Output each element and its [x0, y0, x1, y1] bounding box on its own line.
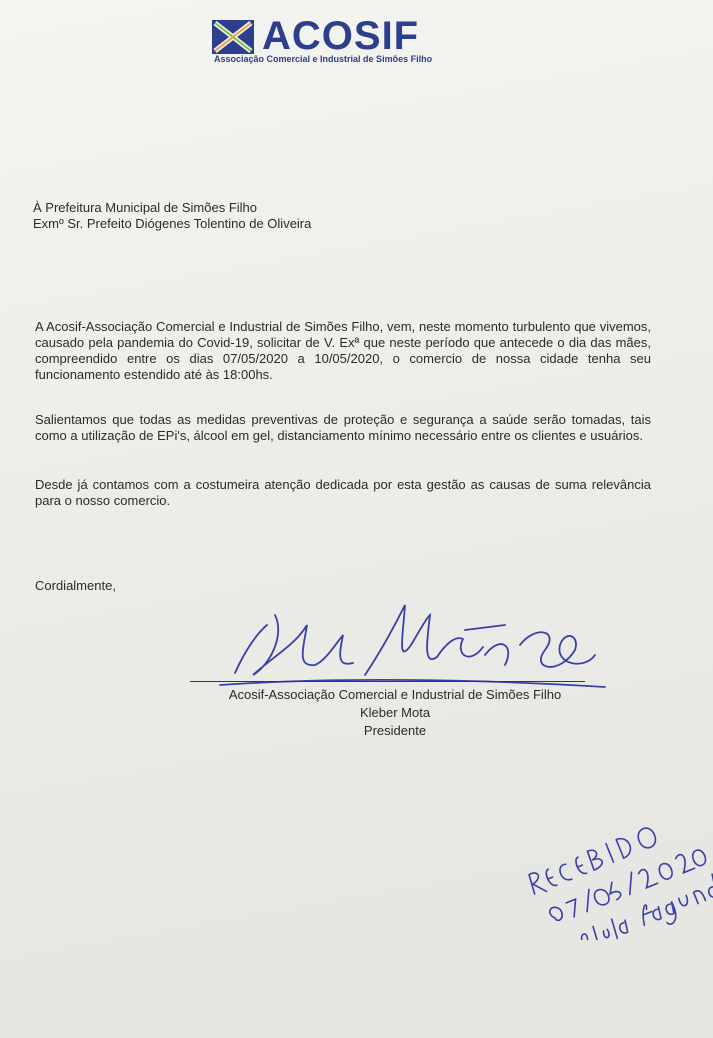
body-paragraph-3: Desde já contamos com a costumeira atenção dedicada por esta gestão as causas de suma relevância para o nosso comercio. [35, 477, 651, 508]
acosif-logo [212, 14, 472, 68]
recipient-line-1: À Prefeitura Municipal de Simões Filho [33, 200, 257, 215]
recipient-line-2: Exmº Sr. Prefeito Diógenes Tolentino de Oliveira [33, 216, 312, 231]
logo-subtitle: Associação Comercial e Industrial de Simões Filho [214, 54, 433, 64]
signature-line [190, 681, 585, 682]
signatory-block [190, 686, 600, 740]
signatory-name: Kleber Mota [359, 705, 431, 720]
signatory-organization: Acosif-Associação Comercial e Industrial de Simões Filho [228, 687, 562, 702]
body-paragraph-1: A Acosif-Associação Comercial e Industrial de Simões Filho, vem, neste momento turbulento que vivemos, causado pela pandemia do Covid-19, solicitar de V. Exª que neste período que antecede o dia das mães, compreendido entre os dias 07/05/2020 a 10/05/2020, o comercio de nossa cidade tenha seu funcionamento estendido até às 18:00hs. [35, 319, 651, 382]
recipient-block [33, 200, 311, 232]
received-handwritten-note [520, 790, 713, 940]
body-paragraph-2: Salientamos que todas as medidas preventivas de proteção e segurança a saúde serão tomadas, tais como a utilização de EPi's, álcool em gel, distanciamento mínimo necessário entre os clientes e usuários. [35, 412, 651, 443]
closing: Cordialmente, [35, 578, 116, 593]
logo-mark-icon [212, 20, 254, 54]
signatory-title: Presidente [363, 723, 427, 738]
logo-name: ACOSIF [262, 14, 420, 58]
